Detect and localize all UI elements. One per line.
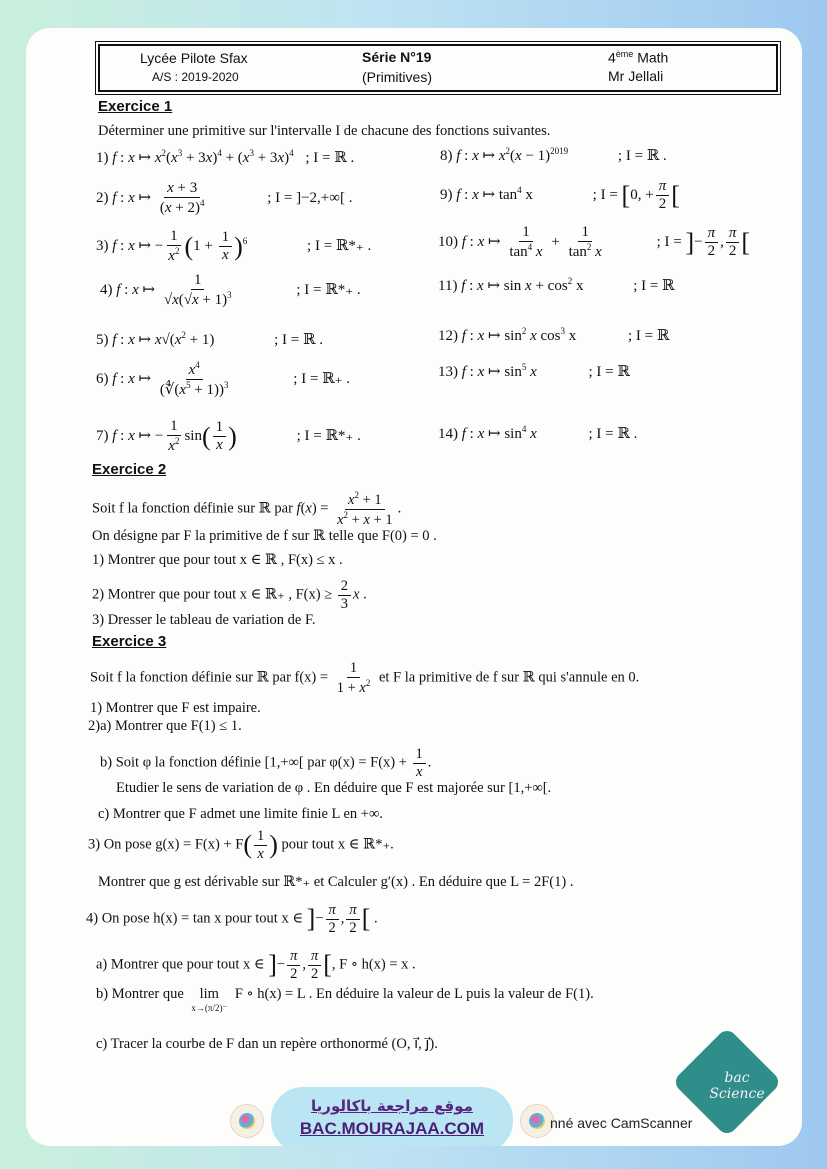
header-box <box>98 44 778 92</box>
ex1-item-4: 4) f : x ↦ $\frac{1}{√x(√x + 1)^3}$ ; I = ℝ*₊ . <box>100 272 361 309</box>
banner-url-link[interactable]: BAC.MOURAJAA.COM <box>299 1119 485 1138</box>
ex3-question-3-cont: Montrer que g est dérivable sur ℝ*₊ et Calculer g′(x) . En déduire que L = 2F(1) . <box>98 874 574 890</box>
ex3-question-2b: b) Soit φ la fonction définie [1,+∞[ par φ(x) = F(x) + $\frac{1}{x}$ . <box>100 746 432 780</box>
ex3-question-2c: c) Montrer que F admet une limite finie L en +∞. <box>98 806 383 822</box>
ex3-question-4c: c) Tracer la courbe de F dan un repère orthonormé (O, i⃗, j⃗). <box>96 1036 438 1052</box>
ex1-item-5: 5) f : x ↦ $x√(x^2 + 1)$ ; I = ℝ . <box>96 330 323 348</box>
ex1-item-13: 13) f : x ↦ $\sin^5 x$ ; I = ℝ <box>438 362 630 380</box>
ex1-item-14: 14) f : x ↦ $\sin^4 x$ ; I = ℝ . <box>438 424 638 442</box>
exercise-1-title: Exercice 1 <box>98 98 173 115</box>
ex3-question-4: 4) On pose h(x) = tan x pour tout x ∈ ]− $\frac{\pi}{2}$ , $\frac{\pi}{2}$ [ . <box>86 902 378 936</box>
right-logo-icon <box>520 1104 554 1138</box>
exercise-2-title: Exercice 2 <box>92 461 167 478</box>
ex1-item-1: 1) f : x ↦ $x^2(x^3 + 3x)^4 + (x^3 + 3x)^4$ ; I = ℝ . <box>96 148 355 166</box>
ex2-question-1: 1) Montrer que pour tout x ∈ ℝ , F(x) ≤ x . <box>92 552 343 568</box>
ex3-question-1: 1) Montrer que F est impaire. <box>90 700 261 716</box>
serie-title: Série N°19 <box>362 49 432 65</box>
ex3-definition: Soit f la fonction définie sur ℝ par f(x) = $\frac{1}{1 + x^2}$ et F la primitive de f sur ℝ qui s'annule en 0. <box>90 660 640 696</box>
ex1-item-3: 3) f : x ↦ − $\frac{1}{x^2}$ (1 + $\frac{1}{x}$ )$^6$ ; I = ℝ*₊ . <box>96 228 372 265</box>
ex2-question-2: 2) Montrer que pour tout x ∈ ℝ₊ , F(x) ≥ $\frac{2}{3}$ x . <box>92 578 367 612</box>
left-logo-icon <box>230 1104 264 1138</box>
ex1-item-12: 12) f : x ↦ $\sin^2 x$ $\cos^3 x$ ; I = ℝ <box>438 326 670 344</box>
ex1-item-6: 6) f : x ↦ $\frac{x^4}{(∜(x^5 + 1))^3}$ ; I = ℝ₊ . <box>96 360 351 399</box>
ex2-line2: On désigne par F la primitive de f sur ℝ telle que F(0) = 0 . <box>92 528 437 544</box>
ex1-item-9: 9) f : x ↦ $\tan^4 x$ ; I = [0, + $\frac{\pi}{2}$ [ <box>440 178 680 213</box>
banner-arabic-text[interactable]: موقع مراجعة باكالوريا <box>311 1097 473 1115</box>
ex1-item-2: 2) f : x ↦ $\frac{x + 3}{(x + 2)^4}$ ; I = ]−2,+∞[ . <box>96 180 353 217</box>
ex1-item-10: 10) f : x ↦ $\frac{1}{\tan^4 x}$ + $\frac{1}{\tan^2 x}$ ; I = ]− $\frac{\pi}{2}$ , $\frac{\pi}{2}$ [ <box>438 224 751 261</box>
ex1-item-8: 8) f : x ↦ $x^2(x - 1)^{2019}$ ; I = ℝ . <box>440 146 667 164</box>
document-page <box>26 28 802 1146</box>
school-year: A/S : 2019-2020 <box>152 70 239 84</box>
teacher-name: Mr Jellali <box>608 68 664 84</box>
bac-science-logo-text: bac Science <box>709 1070 765 1102</box>
camscanner-watermark: nné avec CamScanner <box>550 1115 693 1131</box>
ex3-question-4a: a) Montrer que pour tout x ∈ ]− $\frac{\pi}{2}$ , $\frac{\pi}{2}$ [, F ∘ h(x) = x . <box>96 948 416 982</box>
ex1-item-7: 7) f : x ↦ − $\frac{1}{x^2}$ sin( $\frac{1}{x}$ ) ; I = ℝ*₊ . <box>96 418 361 455</box>
ex2-definition: Soit f la fonction définie sur ℝ par f(x) = $\frac{x^2 + 1}{x^2 + x + 1}$ . <box>92 490 402 528</box>
serie-topic: (Primitives) <box>362 69 432 85</box>
ex3-question-2b-cont: Etudier le sens de variation de φ . En déduire que F est majorée sur [1,+∞[. <box>116 780 552 796</box>
exercise-3-title: Exercice 3 <box>92 633 167 650</box>
promo-banner[interactable] <box>271 1087 513 1146</box>
ex3-question-2a: 2)a) Montrer que F(1) ≤ 1. <box>88 718 242 734</box>
class-label: 4ème Math <box>608 49 669 66</box>
exercise-1-intro: Déterminer une primitive sur l'intervalle I de chacune des fonctions suivantes. <box>98 123 551 139</box>
ex1-item-11: 11) f : x ↦ $\sin x + \cos^2 x$ ; I = ℝ <box>438 276 675 294</box>
ex3-question-3: 3) On pose g(x) = F(x) + F( $\frac{1}{x}$ ) pour tout x ∈ ℝ*₊. <box>88 828 394 862</box>
school-name: Lycée Pilote Sfax <box>140 50 248 66</box>
ex2-question-3: 3) Dresser le tableau de variation de F. <box>92 612 316 628</box>
ex3-question-4b: b) Montrer que lim x→(π/2)⁻ F ∘ h(x) = L . En déduire la valeur de L puis la valeur de F(1). <box>96 986 594 1013</box>
